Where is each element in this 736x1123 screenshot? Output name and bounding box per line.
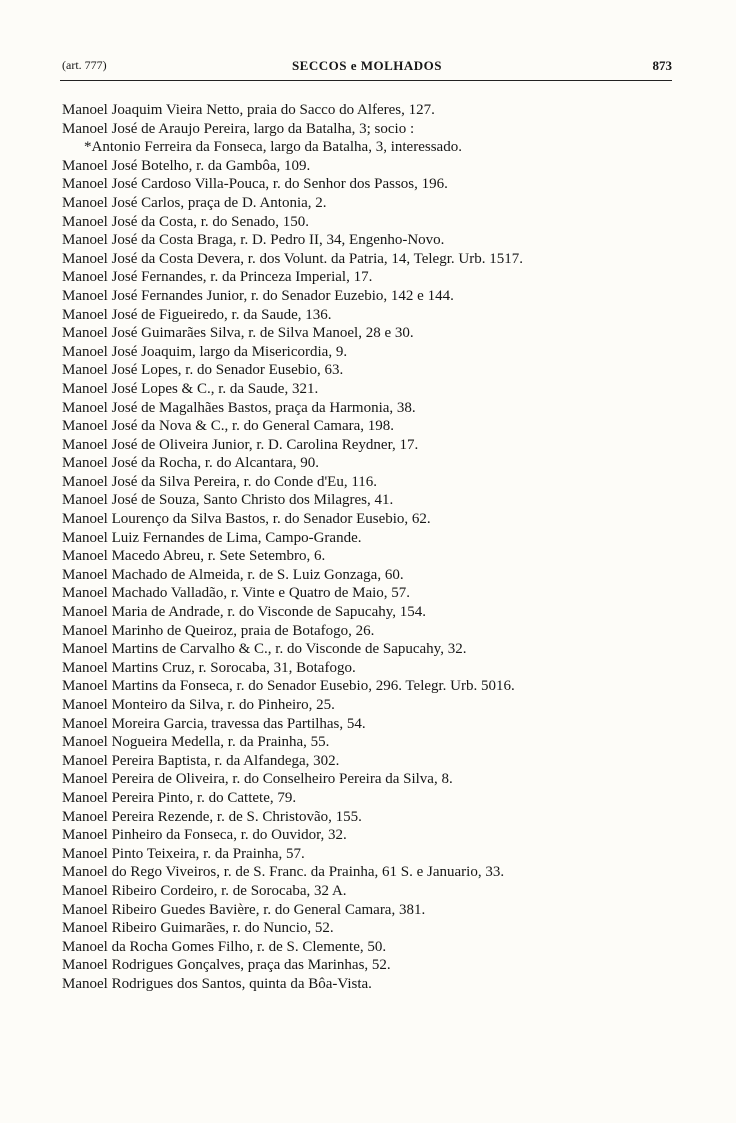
directory-entry: Manoel Marinho de Queiroz, praia de Botafogo, 26. (62, 622, 375, 639)
directory-entry: Manoel Ribeiro Guedes Bavière, r. do General Camara, 381. (62, 901, 426, 918)
directory-entry: Manoel José de Oliveira Junior, r. D. Carolina Reydner, 17. (62, 436, 419, 453)
directory-entry: Manoel José da Costa Devera, r. dos Volunt. da Patria, 14, Telegr. Urb. 1517. (62, 250, 523, 267)
directory-entry: Manoel José da Nova & C., r. do General Camara, 198. (62, 418, 394, 435)
directory-entry: Manoel Lourenço da Silva Bastos, r. do Senador Eusebio, 62. (62, 511, 431, 528)
directory-entry: Manoel Pereira de Oliveira, r. do Conselheiro Pereira da Silva, 8. (62, 771, 453, 788)
directory-entry: Manoel Ribeiro Cordeiro, r. de Sorocaba, 32 A. (62, 882, 347, 899)
directory-entry: Manoel José da Costa, r. do Senado, 150. (62, 213, 310, 230)
directory-entry: Manoel Martins Cruz, r. Sorocaba, 31, Botafogo. (62, 659, 356, 676)
directory-entry: Manoel do Rego Viveiros, r. de S. Franc. da Prainha, 61 S. e Januario, 33. (62, 864, 505, 881)
directory-entry: Manoel Moreira Garcia, travessa das Partilhas, 54. (62, 715, 366, 732)
directory-entry: Manoel José da Silva Pereira, r. do Conde d'Eu, 116. (62, 473, 378, 490)
section-title: SECCOS e MOLHADOS (291, 58, 443, 73)
directory-entry: Manoel Martins de Carvalho & C., r. do Visconde de Sapucahy, 32. (62, 641, 467, 658)
page-number: 873 (652, 58, 672, 73)
directory-entry: Manoel Machado de Almeida, r. de S. Luiz Gonzaga, 60. (62, 566, 404, 583)
directory-entry: Manoel José Botelho, r. da Gambôa, 109. (62, 157, 311, 174)
directory-entry: Manoel Macedo Abreu, r. Sete Setembro, 6. (62, 548, 326, 565)
directory-entry: Manoel Joaquim Vieira Netto, praia do Sacco do Alferes, 127. (62, 102, 435, 118)
directory-entry: Manoel José Lopes & C., r. da Saude, 321. (62, 380, 319, 397)
directory-entry: Manoel Machado Valladão, r. Vinte e Quatro de Maio, 57. (62, 585, 411, 602)
directory-entry: Manoel Pereira Pinto, r. do Cattete, 79. (62, 789, 297, 806)
directory-entry: Manoel José Cardoso Villa-Pouca, r. do Senhor dos Passos, 196. (62, 176, 448, 193)
directory-entry: Manoel José Fernandes, r. da Princeza Imperial, 17. (62, 269, 373, 286)
directory-entry: Manoel Pereira Rezende, r. de S. Christovão, 155. (62, 808, 362, 825)
article-reference: (art. 777) (62, 58, 107, 72)
directory-entry: Manoel José Carlos, praça de D. Antonia, 2. (62, 194, 327, 211)
directory-entry: Manoel José da Rocha, r. do Alcantara, 90. (62, 455, 320, 472)
directory-entry: Manoel José Joaquim, largo da Misericordia, 9. (62, 343, 348, 360)
directory-entry: Manoel José de Figueiredo, r. da Saude, 136. (62, 306, 332, 323)
header-rule (60, 80, 672, 81)
directory-entry: Manoel José Fernandes Junior, r. do Senador Euzebio, 142 e 144. (62, 287, 454, 304)
directory-entry: Manoel José de Araujo Pereira, largo da Batalha, 3; socio : (62, 120, 415, 137)
directory-entry: Manoel José Lopes, r. do Senador Eusebio, 63. (62, 362, 344, 379)
directory-entry: Manoel Luiz Fernandes de Lima, Campo-Grande. (62, 529, 362, 546)
directory-entry: Manoel José Guimarães Silva, r. de Silva Manoel, 28 e 30. (62, 325, 414, 342)
directory-entry: Manoel Martins da Fonseca, r. do Senador Eusebio, 296. Telegr. Urb. 5016. (62, 678, 515, 695)
directory-entry: Manoel José da Costa Braga, r. D. Pedro II, 34, Engenho-Novo. (62, 232, 445, 249)
entry-list (62, 101, 692, 994)
directory-entry: Manoel Pinheiro da Fonseca, r. do Ouvidor, 32. (62, 827, 347, 844)
directory-entry: Manoel José de Souza, Santo Christo dos Milagres, 41. (62, 492, 394, 509)
directory-entry: Manoel Nogueira Medella, r. da Prainha, 55. (62, 734, 330, 751)
directory-entry: Manoel Rodrigues dos Santos, quinta da Bôa-Vista. (62, 975, 372, 992)
directory-entry: Manoel Monteiro da Silva, r. do Pinheiro, 25. (62, 697, 335, 713)
directory-entry: Manoel Maria de Andrade, r. do Visconde de Sapucahy, 154. (62, 604, 427, 621)
directory-entry: Manoel Pereira Baptista, r. da Alfandega, 302. (62, 752, 340, 769)
directory-entry: Manoel Pinto Teixeira, r. da Prainha, 57. (62, 845, 305, 862)
directory-entry: Manoel da Rocha Gomes Filho, r. de S. Clemente, 50. (62, 938, 387, 955)
directory-entry: Manoel José de Magalhães Bastos, praça da Harmonia, 38. (62, 399, 416, 416)
directory-entry: *Antonio Ferreira da Fonseca, largo da Batalha, 3, interessado. (84, 139, 462, 156)
page-header (62, 58, 672, 80)
directory-entry: Manoel Rodrigues Gonçalves, praça das Marinhas, 52. (62, 957, 391, 974)
directory-entry: Manoel Ribeiro Guimarães, r. do Nuncio, 52. (62, 920, 334, 937)
